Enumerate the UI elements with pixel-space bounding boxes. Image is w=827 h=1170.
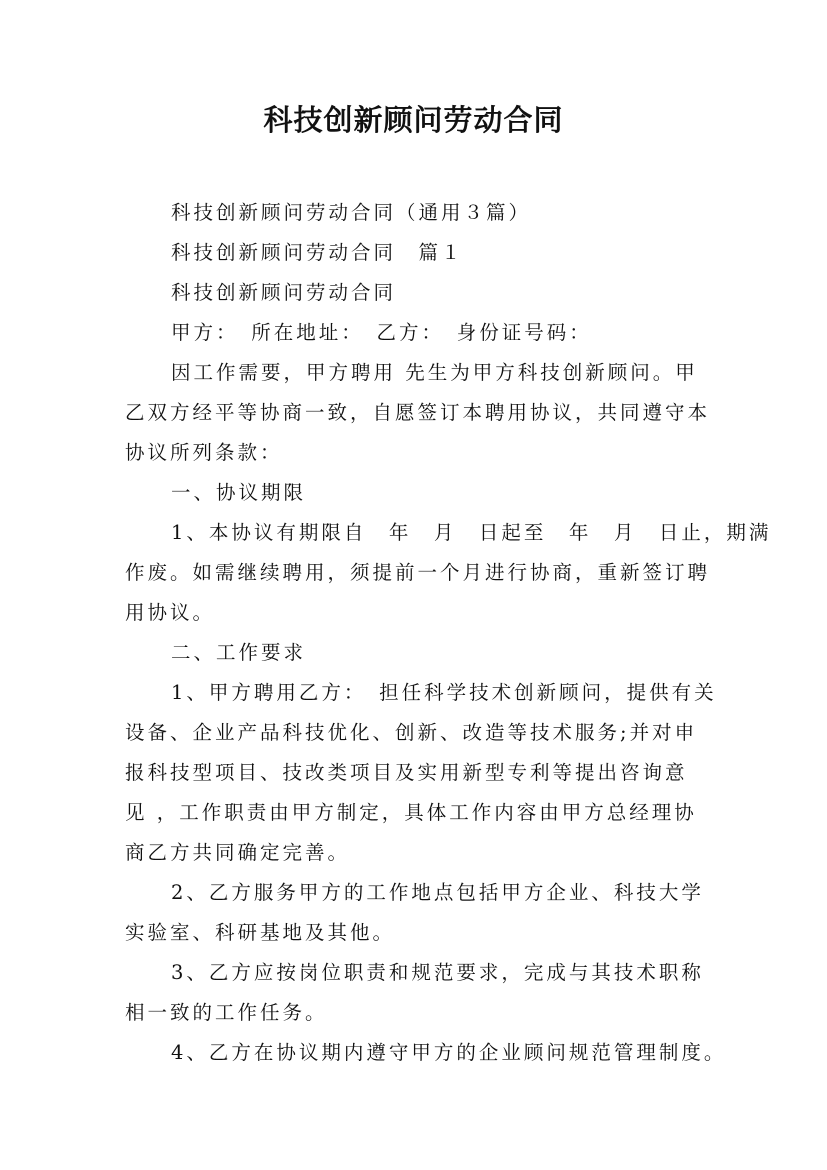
- text-line: 一、协议期限: [171, 481, 307, 504]
- text-line: 科技创新顾问劳动合同: [171, 281, 397, 304]
- text-line: 甲方： 所在地址： 乙方： 身份证号码：: [171, 321, 592, 344]
- text-line: 4、乙方在协议期内遵守甲方的企业顾问规范管理制度。: [171, 1041, 727, 1064]
- text-line: 用协议。: [125, 601, 216, 624]
- text-line: 见 ，工作职责由甲方制定，具体工作内容由甲方总经理协: [125, 801, 697, 824]
- text-line: 2、乙方服务甲方的工作地点包括甲方企业、科技大学: [171, 881, 704, 904]
- text-line: 科技创新顾问劳动合同（通用３篇）: [171, 201, 532, 224]
- text-line: 1、本协议有期限自 年 月 日起至 年 月 日止，期满: [171, 521, 772, 544]
- text-line: 1、甲方聘用乙方： 担任科学技术创新顾问，提供有关: [171, 681, 717, 704]
- text-line: 设备、企业产品科技优化、创新、改造等技术服务;并对申: [125, 721, 698, 744]
- text-line: 科技创新顾问劳动合同 篇１: [171, 241, 464, 264]
- document-title: 科技创新顾问劳动合同: [263, 103, 564, 137]
- text-line: 二、工作要求: [171, 641, 307, 664]
- text-line: 实验室、科研基地及其他。: [125, 921, 396, 944]
- text-line: 协议所列条款：: [125, 441, 283, 464]
- text-line: 因工作需要，甲方聘用 先生为甲方科技创新顾问。甲: [171, 361, 698, 384]
- text-line: 3、乙方应按岗位职责和规范要求，完成与其技术职称: [171, 961, 704, 984]
- text-line: 商乙方共同确定完善。: [125, 841, 351, 864]
- text-line: 乙双方经平等协商一致，自愿签订本聘用协议，共同遵守本: [125, 401, 711, 424]
- text-line: 作废。如需继续聘用，须提前一个月进行协商，重新签订聘: [125, 561, 711, 584]
- document-body: [125, 193, 772, 1073]
- text-line: 相一致的工作任务。: [125, 1001, 328, 1024]
- text-line: 报科技型项目、技改类项目及实用新型专利等提出咨询意: [125, 761, 688, 784]
